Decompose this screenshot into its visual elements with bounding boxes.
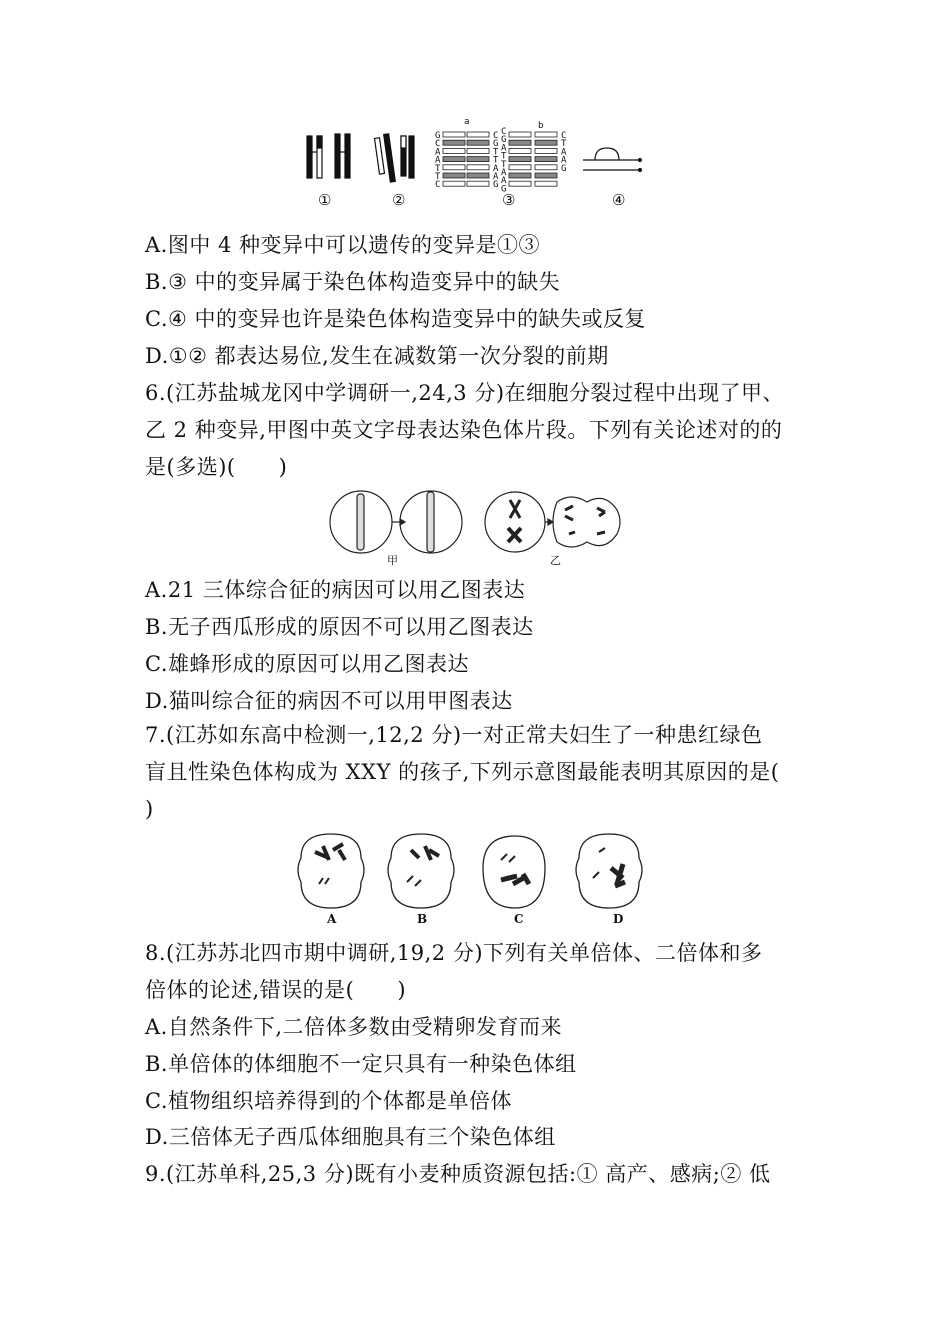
dna-base-pair-bar: [443, 181, 465, 186]
dna-base-letter: T: [435, 172, 441, 182]
q7-stem-line2: 盲且性染色体构成为 XXY 的孩子,下列示意图最能表明其原因的是(: [145, 760, 780, 784]
dna-base-pair-bar: [509, 157, 531, 162]
variation-3-dna-drawing: [435, 118, 567, 194]
figure-q6-cells: [325, 488, 625, 566]
segment-b-label: b: [538, 121, 544, 131]
q6-figure-label-yi: 乙: [550, 554, 561, 567]
q6-stem-line3: 是(多选)( ): [145, 455, 288, 479]
dna-base-pair-bar: [509, 140, 531, 145]
dna-base-pair-bar: [443, 140, 465, 145]
dna-base-pair-bar: [467, 165, 489, 170]
dna-base-letter: A: [435, 147, 441, 158]
dna-base-letter: A: [501, 176, 507, 187]
q6-option-c: C.雄蜂形成的原因可以用乙图表达: [145, 652, 469, 676]
q6-option-a: A.21 三体综合征的病因可以用乙图表达: [145, 578, 526, 602]
figure-chromosome-variations: [295, 118, 655, 213]
q5-option-b: B.③ 中的变异属于染色体构造变异中的缺失: [145, 270, 561, 294]
dna-base-pair-bar: [467, 173, 489, 178]
figure1-label-4: ④: [612, 191, 626, 209]
dna-base-letter: G: [561, 163, 567, 174]
dna-base-pair-bar: [467, 132, 489, 137]
q8-option-d: D.三倍体无子西瓜体细胞具有三个染色体组: [145, 1125, 556, 1149]
q8-stem-line2: 倍体的论述,错误的是( ): [145, 978, 407, 1002]
dna-base-letter: A: [501, 168, 507, 178]
dna-base-letter: C: [435, 139, 441, 150]
q7-stem-line1: 7.(江苏如东高中检测一,12,2 分)一对正常夫妇生了一种患红绿色: [145, 723, 763, 747]
dna-base-pair-bar: [509, 132, 531, 137]
q6-option-d: D.猫叫综合征的病因不可以用甲图表达: [145, 689, 513, 713]
dna-base-pair-bar: [535, 148, 557, 153]
dna-base-pair-bar: [467, 148, 489, 153]
q8-option-c: C.植物组织培养得到的个体都是单倍体: [145, 1089, 512, 1113]
q8-stem-line1: 8.(江苏苏北四市期中调研,19,2 分)下列有关单倍体、二倍体和多: [145, 941, 763, 965]
q8-option-b: B.单倍体的体细胞不一定只具有一种染色体组: [145, 1052, 577, 1076]
dna-base-letter: C: [493, 131, 499, 141]
dna-base-pair-bar: [535, 173, 557, 178]
figure1-label-1: ①: [318, 191, 332, 209]
dna-base-pair-bar: [443, 165, 465, 170]
q6-stem-line2: 乙 2 种变异,甲图中英文字母表达染色体片段。下列有关论述对的的: [145, 418, 783, 442]
dna-base-letter: G: [501, 184, 507, 195]
dna-base-letter: T: [435, 163, 441, 174]
q6-stem-line1: 6.(江苏盐城龙冈中学调研一,24,3 分)在细胞分裂过程中出现了甲、: [145, 381, 785, 405]
dna-base-pair-bar: [467, 140, 489, 145]
q5-option-d: D.①② 都表达易位,发生在减数第一次分裂的前期: [145, 344, 609, 368]
dna-base-letter: T: [561, 139, 567, 150]
dna-base-pair-bar: [535, 181, 557, 186]
q7-stem-line3: ): [145, 797, 154, 821]
figure1-label-2: ②: [392, 191, 406, 209]
variation-1-drawing: [307, 134, 350, 178]
dna-base-letter: A: [561, 147, 567, 158]
dna-base-letter: A: [435, 155, 441, 166]
q9-stem-line1: 9.(江苏单科,25,3 分)既有小麦种质资源包括:① 高产、感病;② 低: [145, 1162, 771, 1186]
dna-base-pair-bar: [443, 148, 465, 153]
q7-figure-label-d: D: [613, 912, 624, 926]
q5-option-a: A.图中 4 种变异中可以遗传的变异是①③: [145, 233, 541, 257]
dna-base-pair-bar: [443, 173, 465, 178]
figure1-label-3: ③: [502, 191, 516, 209]
dna-base-pair-bar: [535, 165, 557, 170]
q7-figure-label-b: B: [417, 912, 428, 926]
dna-base-letter: T: [501, 159, 507, 170]
dna-base-pair-bar: [509, 181, 531, 186]
dna-base-pair-bar: [509, 148, 531, 153]
dna-base-letter: A: [561, 155, 567, 166]
dna-base-letter: C: [435, 180, 441, 191]
dna-base-pair-bar: [535, 157, 557, 162]
q7-figure-label-a: A: [327, 912, 337, 926]
dna-base-pair-bar: [467, 181, 489, 186]
dna-base-pair-bar: [535, 140, 557, 145]
dna-base-pair-bar: [443, 132, 465, 137]
dna-base-pair-bar: [509, 173, 531, 178]
figure-q7-cells: [293, 828, 663, 916]
dna-base-pair-bar: [443, 157, 465, 162]
dna-base-letter: T: [501, 151, 507, 162]
segment-a-label: a: [464, 118, 470, 127]
dna-base-pair-bar: [509, 165, 531, 170]
q8-option-a: A.自然条件下,二倍体多数由受精卵发育而来: [145, 1015, 563, 1039]
dna-base-letter: G: [493, 139, 499, 150]
dna-base-letter: A: [493, 172, 499, 182]
q6-option-b: B.无子西瓜形成的原因不可以用乙图表达: [145, 615, 534, 639]
q5-option-c: C.④ 中的变异也许是染色体构造变异中的缺失或反复: [145, 307, 646, 331]
dna-base-letter: T: [493, 147, 499, 158]
q6-figure-label-jia: 甲: [387, 554, 398, 567]
q7-figure-label-c: C: [514, 912, 524, 926]
dna-base-letter: G: [435, 131, 441, 141]
dna-base-letter: T: [493, 155, 499, 166]
dna-base-letter: G: [493, 180, 499, 191]
dna-base-letter: A: [501, 143, 507, 154]
dna-base-letter: A: [493, 163, 499, 174]
dna-base-pair-bar: [535, 132, 557, 137]
variation-4-drawing: [583, 148, 642, 172]
dna-base-pair-bar: [467, 157, 489, 162]
variation-2-drawing: [375, 134, 414, 182]
dna-base-letter: C: [561, 131, 567, 141]
dna-base-letter: G: [501, 135, 507, 146]
dna-base-letter: C: [501, 127, 507, 137]
